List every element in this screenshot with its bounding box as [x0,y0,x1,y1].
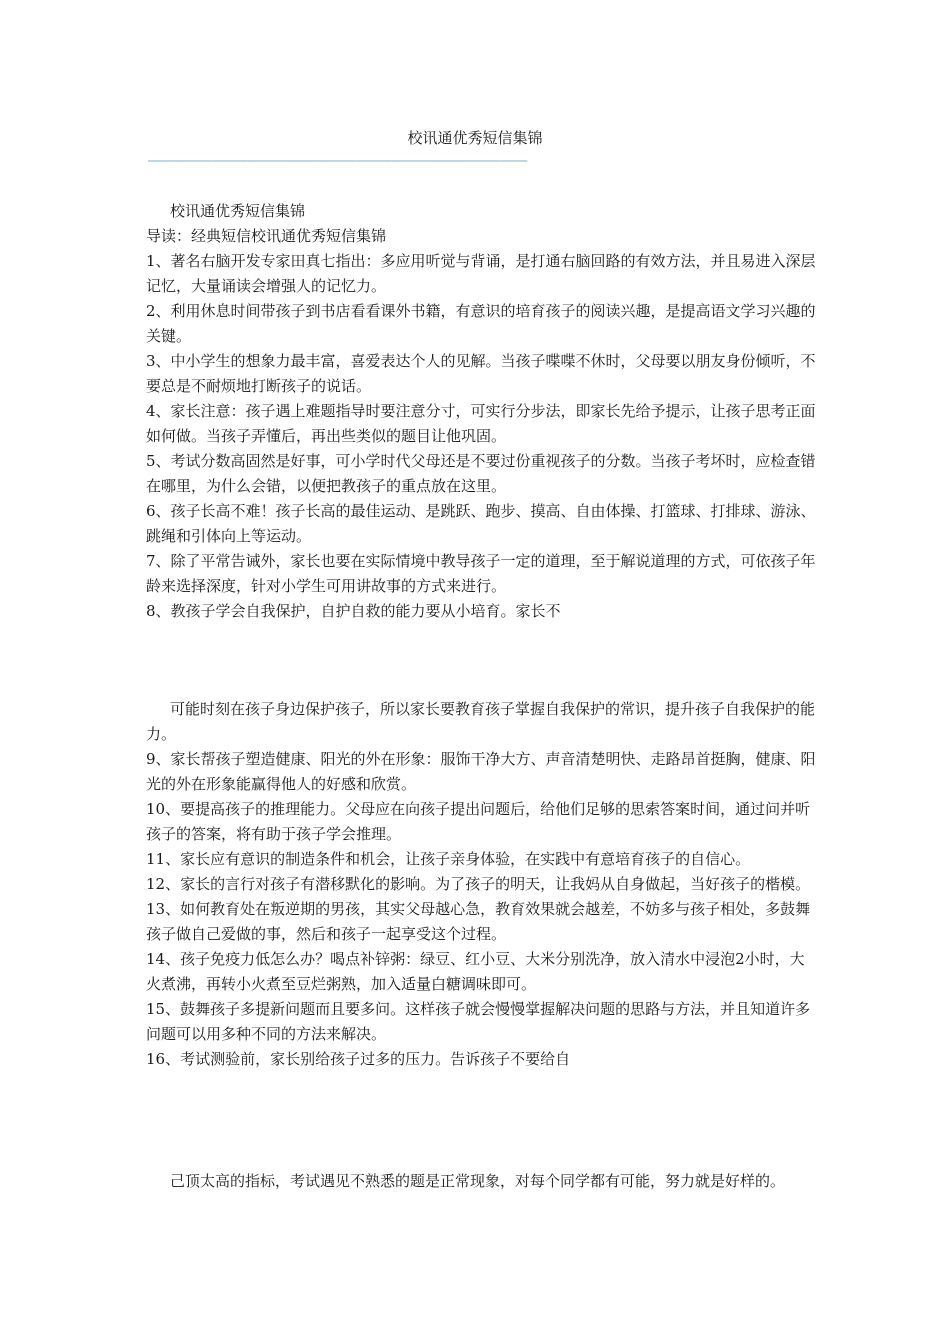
list-item: 12、家长的言行对孩子有潜移默化的影响。为了孩子的明天，让我妈从自身做起，当好孩子的楷模。 [146,875,811,893]
list-item: 13、如何教育处在叛逆期的男孩，其实父母越心急，教育效果就会越差，不妨多与孩子相处，多鼓舞孩子做自己爱做的事，然后和孩子一起享受这个过程。 [146,900,811,943]
intro-line: 导读：经典短信校讯通优秀短信集锦 [146,227,387,245]
list-item: 4、家长注意：孩子遇上难题指导时要注意分寸，可实行分步法，即家长先给予提示，让孩子思考正面如何做。当孩子弄懂后，再出些类似的题目让他巩固。 [146,402,816,445]
continuation-paragraph: 己顶太高的指标，考试遇见不熟悉的题是正常现象，对每个同学都有可能，努力就是好样的。 [170,1172,786,1190]
section-3 [146,1169,818,1194]
section-1 [146,199,818,624]
list-item: 5、考试分数高固然是好事，可小学时代父母还是不要过份重视孩子的分数。当孩子考坏时，应检查错在哪里，为什么会错，以便把教孩子的重点放在这里。 [146,452,816,495]
section-2 [146,697,818,1072]
list-item: 7、除了平常告诫外，家长也要在实际情境中教导孩子一定的道理，至于解说道理的方式，可依孩子年龄来选择深度，针对小学生可用讲故事的方式来进行。 [146,552,816,595]
list-item: 6、孩子长高不难！孩子长高的最佳运动、是跳跃、跑步、摸高、自由体操、打篮球、打排球、游泳、跳绳和引体向上等运动。 [146,502,816,545]
list-item: 11、家长应有意识的制造条件和机会，让孩子亲身体验，在实践中有意培育孩子的自信心。 [146,850,751,868]
list-item: 16、考试测验前，家长别给孩子过多的压力。告诉孩子不要给自 [146,1050,571,1068]
document-heading: 校讯通优秀短信集锦 [170,202,306,220]
list-item: 2、利用休息时间带孩子到书店看看课外书籍，有意识的培育孩子的阅读兴趣，是提高语文学习兴趣的关键。 [146,302,816,345]
page-header-title: 校讯通优秀短信集锦 [407,129,543,147]
list-item: 10、要提高孩子的推理能力。父母应在向孩子提出问题后，给他们足够的思索答案时间，通过问并听孩子的答案，将有助于孩子学会推理。 [146,800,811,843]
list-item: 8、教孩子学会自我保护，自护自救的能力要从小培育。家长不 [146,602,561,620]
list-item: 9、家长帮孩子塑造健康、阳光的外在形象：服饰干净大方、声音清楚明快、走路昂首挺胸，健康、阳光的外在形象能赢得他人的好感和欣赏。 [146,750,816,793]
list-item: 14、孩子免疫力低怎么办？喝点补锌粥：绿豆、红小豆、大米分别洗净，放入清水中浸泡2小时，大火煮沸，再转小火煮至豆烂粥熟，加入适量白糖调味即可。 [146,950,805,993]
list-item: 15、鼓舞孩子多提新问题而且要多问。这样孩子就会慢慢掌握解决问题的思路与方法，并且知道许多问题可以用多种不同的方法来解决。 [146,1000,811,1043]
header-divider: —————————————————————————————————————————— [148,151,528,169]
list-item: 3、中小学生的想象力最丰富，喜爱表达个人的见解。当孩子喋喋不休时，父母要以朋友身份倾听，不要总是不耐烦地打断孩子的说话。 [146,352,816,395]
continuation-paragraph: 可能时刻在孩子身边保护孩子，所以家长要教育孩子掌握自我保护的常识，提升孩子自我保护的能力。 [146,700,816,743]
list-item: 1、著名右脑开发专家田真七指出：多应用听觉与背诵，是打通右脑回路的有效方法，并且易进入深层记忆，大量诵读会增强人的记忆力。 [146,252,816,295]
